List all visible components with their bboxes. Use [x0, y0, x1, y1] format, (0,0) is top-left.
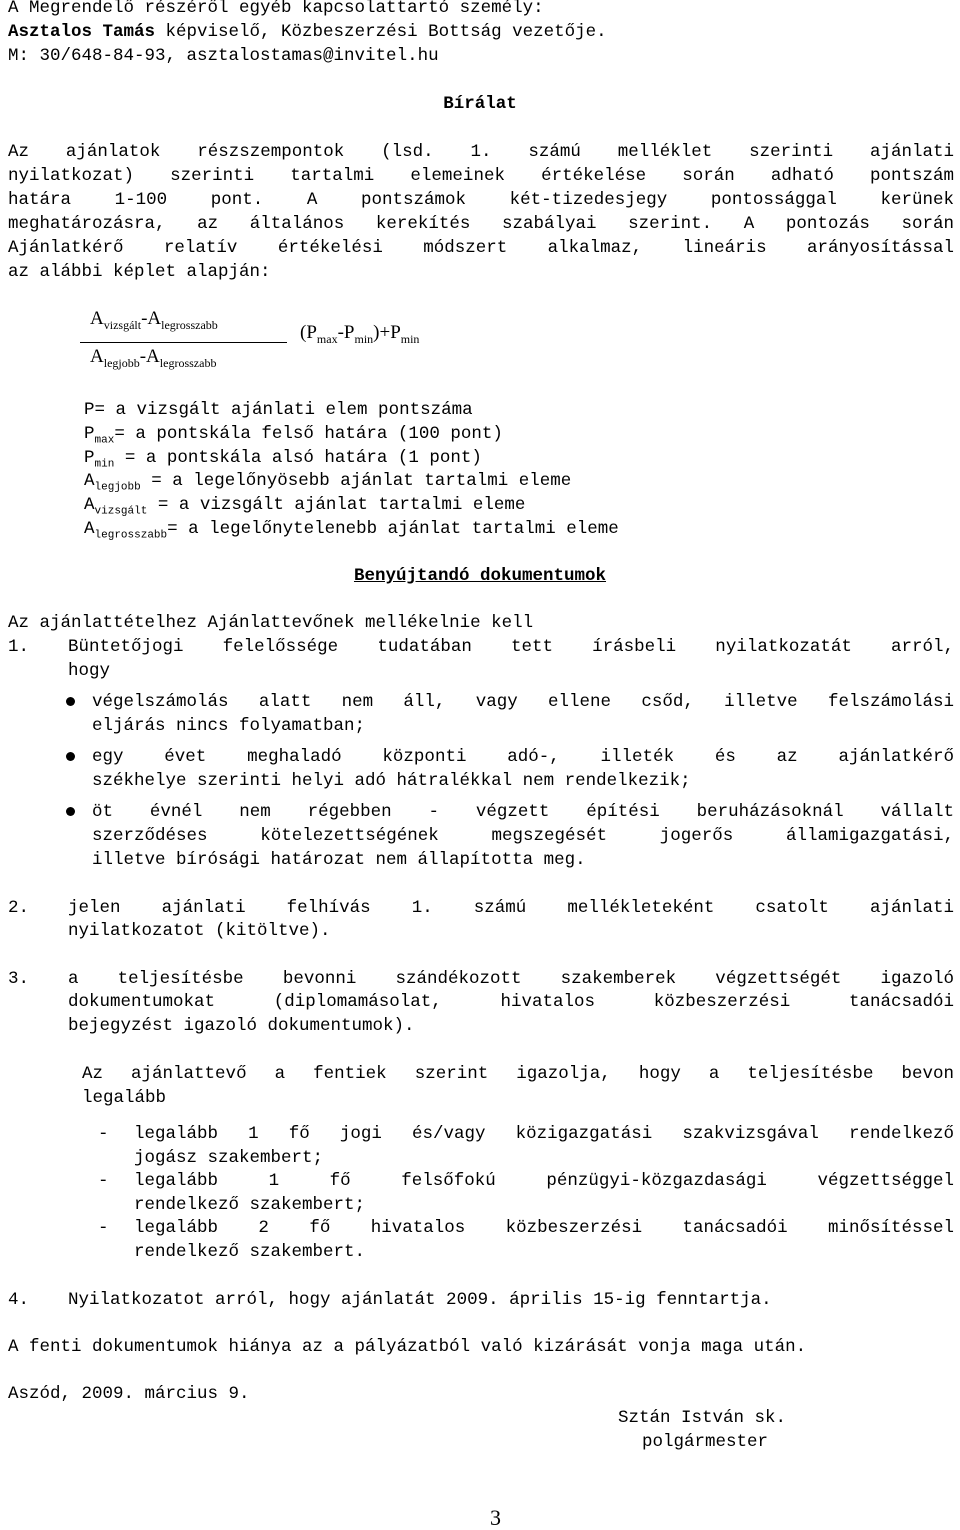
- item-line: hogy: [68, 661, 111, 681]
- bullet-line: végelszámolás alatt nem áll, vagy ellene csőd, illetve felszámolási: [92, 692, 954, 712]
- contact-details: M: 30/648-84-93, asztalostamas@invitel.hu: [8, 46, 439, 66]
- documents-intro: Az ajánlattételhez Ajánlattevőnek mellékelnie kell: [8, 613, 534, 633]
- formula-numerator: $A_{vizsgált}-A_{legrosszabb}$: [90, 308, 218, 332]
- section-title-documents: Benyújtandó dokumentumok: [353, 566, 607, 586]
- contact-person-line: [8, 20, 607, 44]
- contact-name: Asztalos Tamás: [8, 22, 156, 42]
- paragraph-line: nyilatkozat) szerinti tartalmi elemeinek értékelése során adható pontszám: [8, 166, 954, 186]
- item-number: 4.: [8, 1290, 30, 1310]
- place-date: Aszód, 2009. március 9.: [8, 1384, 250, 1404]
- formula-denominator: $A_{legjobb}-A_{legrosszabb}$: [90, 346, 217, 370]
- paragraph-line: az alábbi képlet alapján:: [8, 262, 271, 282]
- bullet-line: illetve bírósági határozat nem állapította meg.: [92, 850, 586, 870]
- bullet-line: eljárás nincs folyamatban;: [92, 716, 366, 736]
- exclusion-warning: A fenti dokumentumok hiánya az a pályázatból való kizárását vonja maga után.: [8, 1337, 807, 1357]
- legend-item: $P_{min} = a$ pontskála alsó határa (1 pont): [84, 448, 482, 471]
- signer-name: Sztán István sk.: [618, 1408, 787, 1428]
- dash-line: rendelkező szakembert;: [134, 1195, 366, 1215]
- dash-line: rendelkező szakembert.: [134, 1242, 366, 1262]
- legend-item: $A_{legrosszabb}= a$ legelőnytelenebb ajánlat tartalmi eleme: [84, 519, 619, 542]
- paragraph-line: határa 1-100 pont. A pontszámok két-tizedesjegy pontossággal kerünek: [8, 190, 954, 210]
- dash-line: legalább 2 fő hivatalos közbeszerzési tanácsadói minősítéssel: [134, 1218, 954, 1238]
- legend-item: $P_{max}= a$ pontskála felső határa (100 pont): [84, 424, 503, 447]
- dash-line: legalább 1 fő felsőfokú pénzügyi-közgazdasági végzettséggel: [134, 1171, 954, 1191]
- legend-item: P= a vizsgált ajánlati elem pontszáma: [84, 400, 473, 420]
- dash-marker: -: [98, 1218, 109, 1238]
- dash-line: jogász szakembert;: [134, 1148, 324, 1168]
- contact-role: képviselő, Közbeszerzési Bottság vezetője.: [155, 22, 607, 42]
- page-number: 3: [490, 1505, 501, 1530]
- formula-fraction-line: [80, 342, 287, 343]
- paragraph-line: Ajánlatkérő relatív értékelési módszert alkalmaz, lineáris arányosítással: [8, 238, 954, 258]
- dash-marker: -: [98, 1171, 109, 1191]
- dash-line: legalább 1 fő jogi és/vagy közigazgatási szakvizsgával rendelkező: [134, 1124, 954, 1144]
- paragraph-line: Az ajánlatok részszempontok (lsd. 1. számú melléklet szerinti ajánlati: [8, 142, 954, 162]
- bullet-line: egy évet meghaladó központi adó-, illeték és az ajánlatkérő: [92, 747, 954, 767]
- bullet-icon: [66, 697, 75, 706]
- dash-marker: -: [98, 1124, 109, 1144]
- signer-title: polgármester: [642, 1432, 769, 1452]
- item-number: 3.: [8, 969, 30, 989]
- item-line: bejegyzést igazoló dokumentumok).: [68, 1016, 415, 1036]
- item-line: Nyilatkozatot arról, hogy ajánlatát 2009. április 15-ig fenntartja.: [68, 1290, 772, 1310]
- certification-line: Az ajánlattevő a fentiek szerint igazolja, hogy a teljesítésbe bevon: [82, 1064, 954, 1084]
- formula-multiplier: $(P_{max}-P_{min})+P_{min}$: [300, 322, 420, 346]
- item-number: 2.: [8, 898, 30, 918]
- bullet-icon: [66, 807, 75, 816]
- bullet-icon: [66, 752, 75, 761]
- certification-line: legalább: [82, 1088, 167, 1108]
- section-title-biralat: Bírálat: [443, 94, 517, 114]
- bullet-line: öt évnél nem régebben - végzett építési beruházásoknál vállalt: [92, 802, 954, 822]
- contact-person-label: A Megrendelő részéről egyéb kapcsolattartó személy:: [8, 0, 544, 18]
- item-line: nyilatkozatot (kitöltve).: [68, 921, 331, 941]
- item-line: jelen ajánlati felhívás 1. számú mellékleteként csatolt ajánlati: [68, 898, 954, 918]
- item-number: 1.: [8, 637, 30, 657]
- item-line: Büntetőjogi felelőssége tudatában tett írásbeli nyilatkozatát arról,: [68, 637, 954, 657]
- item-line: a teljesítésbe bevonni szándékozott szakemberek végzettségét igazoló: [68, 969, 954, 989]
- item-line: dokumentumokat (diplomamásolat, hivatalos közbeszerzési tanácsadói: [68, 992, 954, 1012]
- legend-item: $A_{vizsgált} = a$ vizsgált ajánlat tartalmi eleme: [84, 495, 526, 518]
- paragraph-line: meghatározásra, az általános kerekítés szabályai szerint. A pontozás során: [8, 214, 954, 234]
- bullet-line: szerződéses kötelezettségének megszegését jogerős államigazgatási,: [92, 826, 954, 846]
- legend-item: $A_{legjobb} = a$ legelőnyösebb ajánlat tartalmi eleme: [84, 471, 572, 494]
- bullet-line: székhelye szerinti helyi adó hátralékkal nem rendelkezik;: [92, 771, 691, 791]
